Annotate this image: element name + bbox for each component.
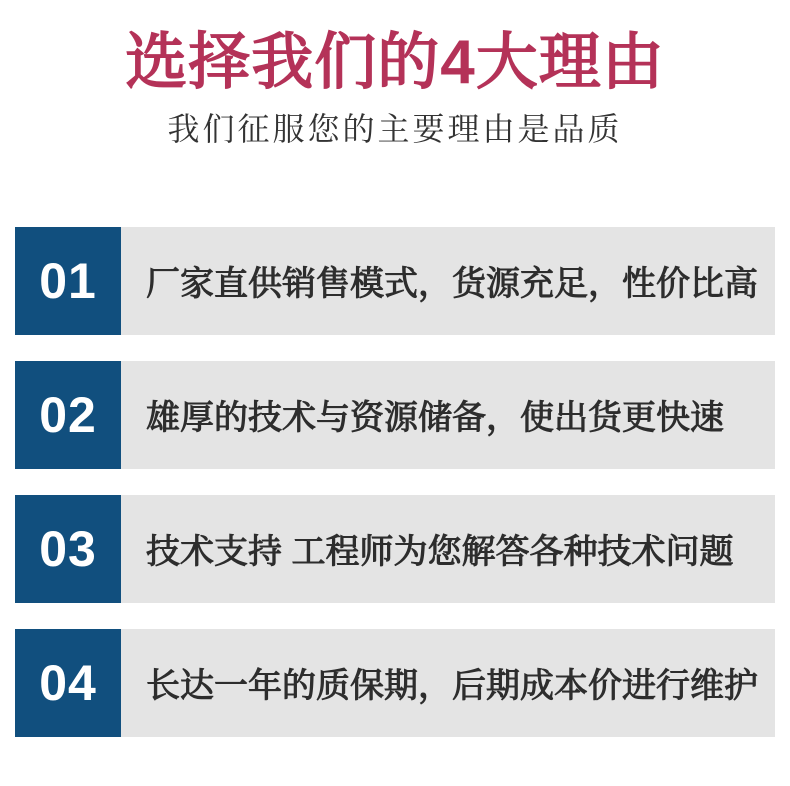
page-title: 选择我们的4大理由 (125, 28, 665, 97)
reason-text-bar (121, 227, 775, 335)
reason-row-2 (15, 361, 775, 469)
reason-number-badge: 02 (15, 361, 121, 469)
reason-number-badge: 04 (15, 629, 121, 737)
reason-row-1 (15, 227, 775, 335)
reason-row-4 (15, 629, 775, 737)
reason-text: 长达一年的质保期，后期成本价进行维护 (146, 667, 758, 706)
reason-text: 技术支持 工程师为您解答各种技术问题 (146, 533, 734, 572)
reason-number-badge: 03 (15, 495, 121, 603)
reason-text: 厂家直供销售模式，货源充足，性价比高 (146, 265, 758, 304)
reason-text-bar (121, 361, 775, 469)
reason-text-bar (121, 495, 775, 603)
header (0, 0, 790, 147)
reason-row-3 (15, 495, 775, 603)
page-subtitle: 我们征服您的主要理由是品质 (167, 110, 623, 147)
reason-list (0, 227, 790, 737)
reason-text: 雄厚的技术与资源储备，使出货更快速 (146, 399, 724, 438)
reason-number-badge: 01 (15, 227, 121, 335)
reason-text-bar (121, 629, 775, 737)
